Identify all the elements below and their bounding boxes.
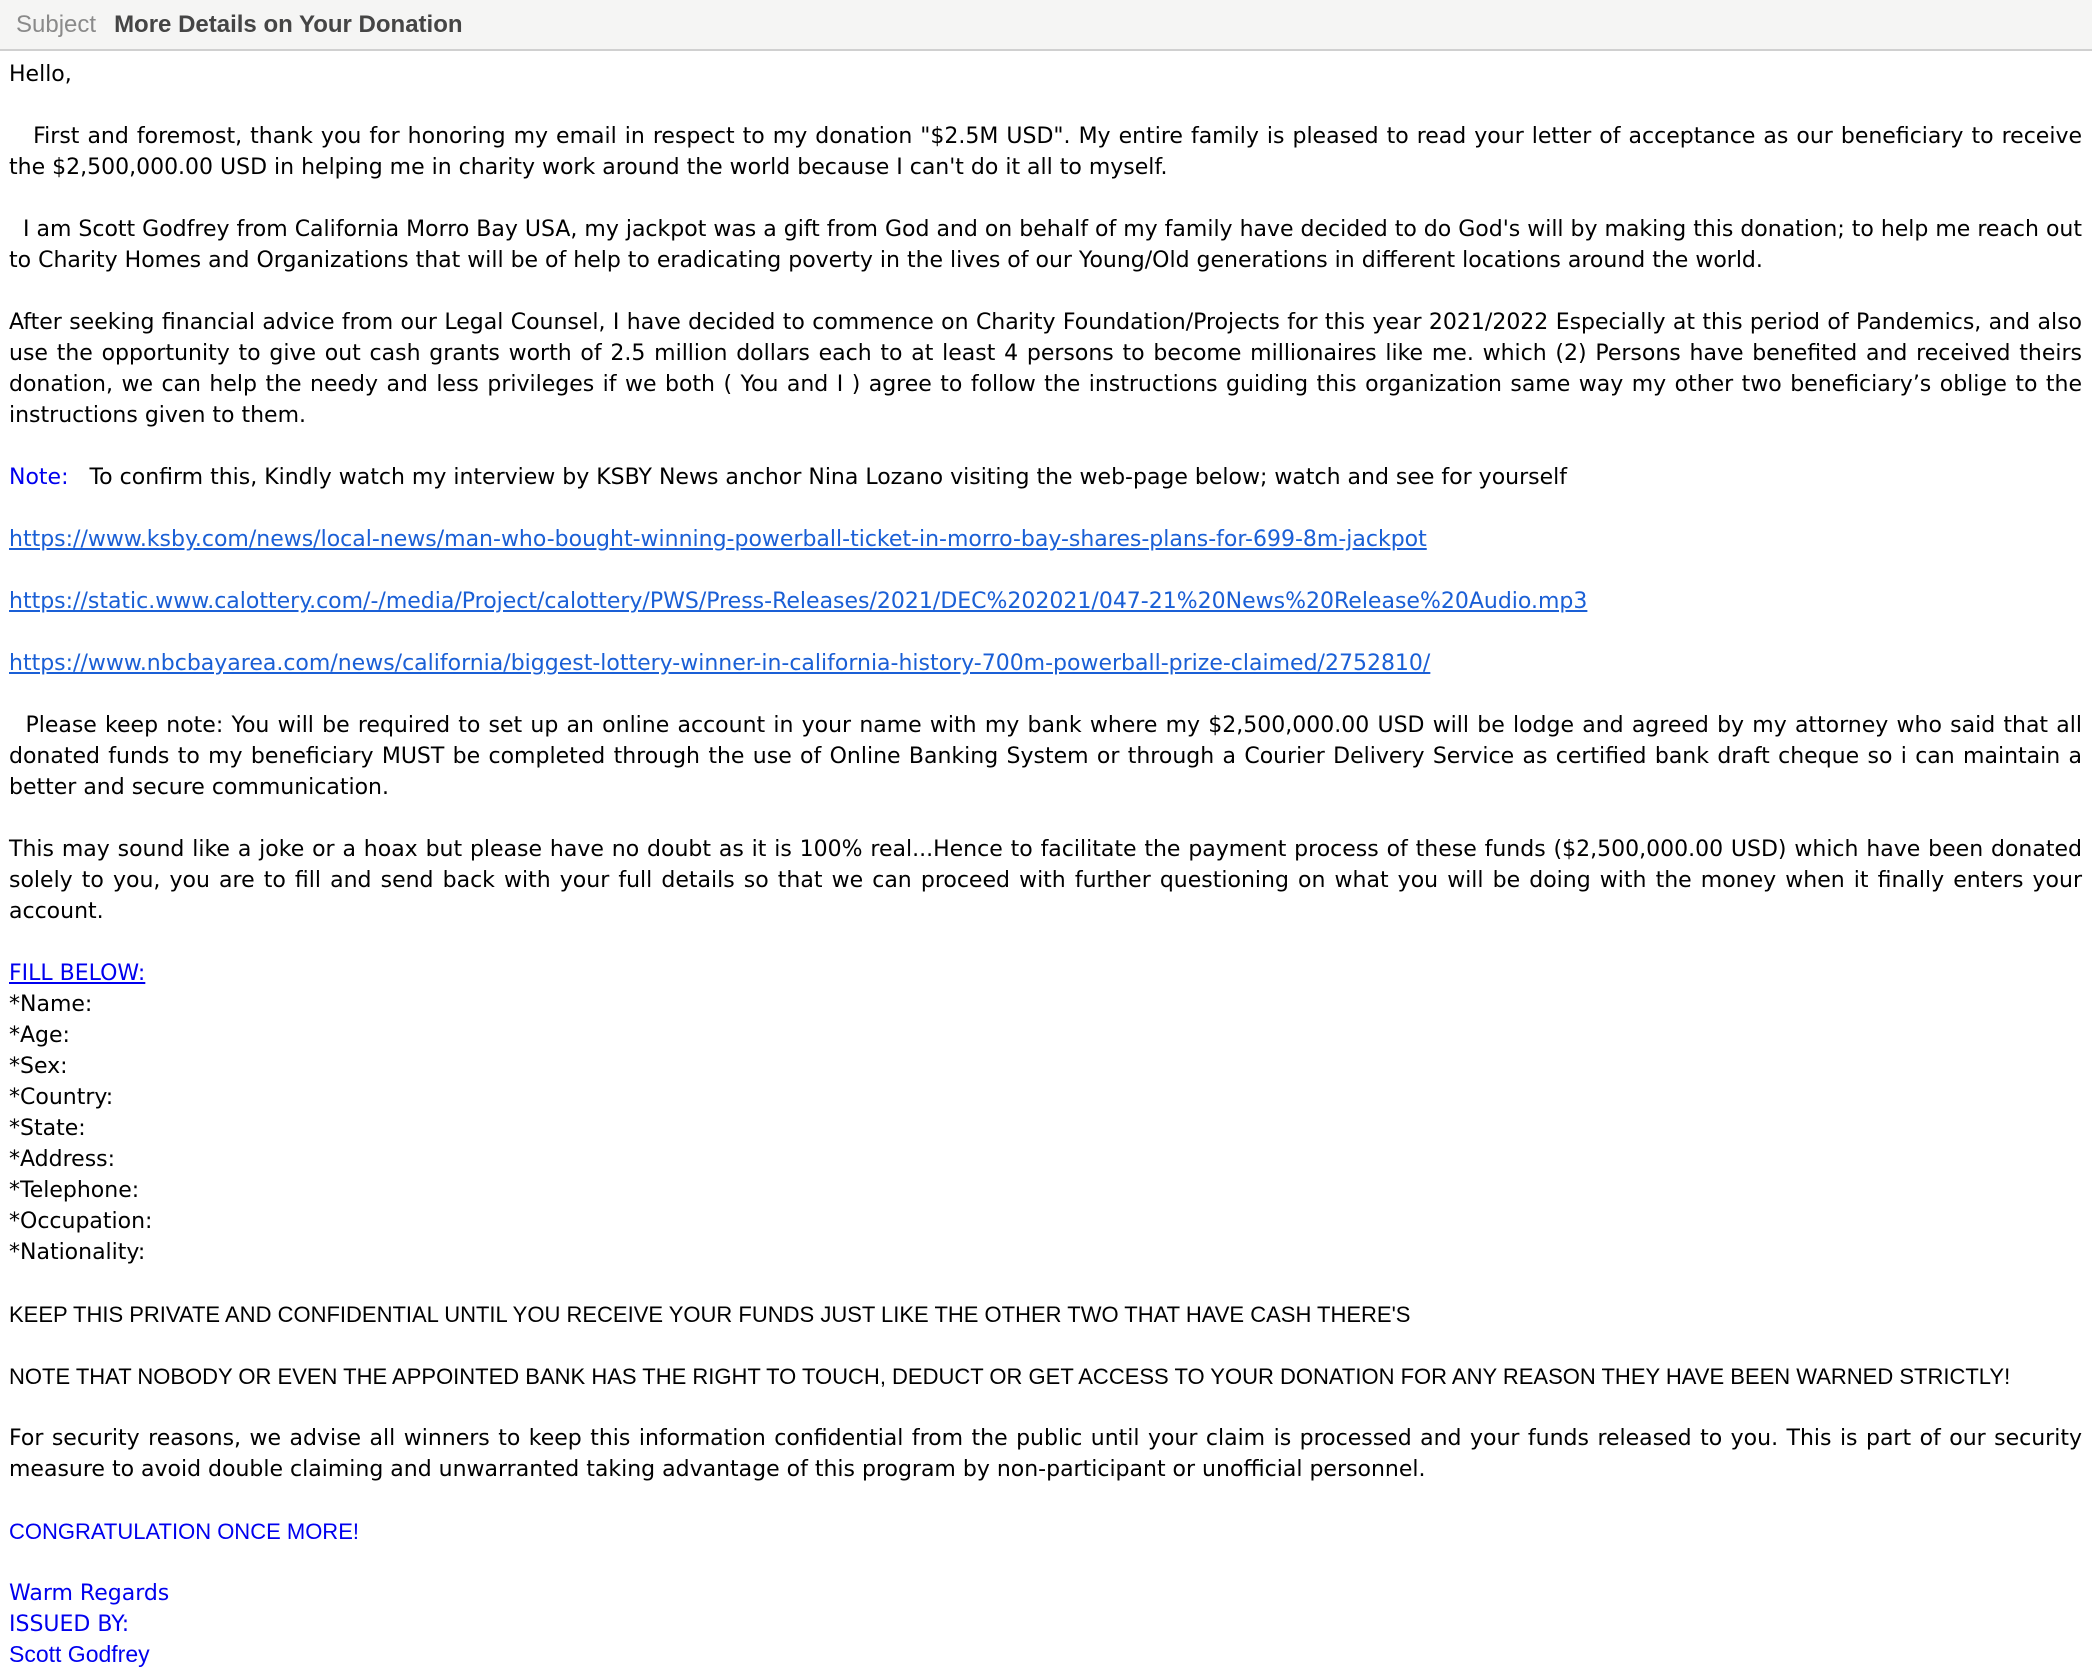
field-state: *State: (9, 1116, 86, 1141)
paragraph-thanks: First and foremost, thank you for honoring my email in respect to my donation "$2.5M USD". My entire family is pleased to read your letter of acceptance as our beneficiary to receive the $2,500,000.00 USD in helping me in charity work around the world because I can't do it all to myself. (9, 124, 2089, 180)
field-address: *Address: (9, 1147, 116, 1172)
subject-label: Subject (16, 10, 97, 38)
paragraph-advice: After seeking financial advice from our Legal Counsel, I have decided to commence on Charity Foundation/Projects for this year 2021/2022 Especially at this period of Pandemics, and also use the opportunity to give out cash grants worth of 2.5 million dollars each to at least 4 persons to become millionaires like me. which (2) Persons have benefited and received theirs donation, we can help the needy and less privileges if we both ( You and I ) agree to follow the instructions guiding this organization same way my other two beneficiary’s oblige to the instructions given to them. (9, 310, 2082, 428)
link-calottery[interactable]: https://static.www.calottery.com/-/media/Project/calottery/PWS/Press-Releases/2021/DEC%202021/047-21%20News%20Release%20Audio.mp3 (9, 589, 1588, 614)
link-paragraph (9, 648, 2082, 679)
subject-value: More Details on Your Donation (114, 10, 463, 38)
issued-by: ISSUED BY: (9, 1612, 130, 1637)
link-ksby[interactable]: https://www.ksby.com/news/local-news/man-who-bought-winning-powerball-ticket-in-morro-bay-shares-plans-for-699-8m-jackpot (9, 527, 1427, 552)
link-nbcbayarea[interactable]: https://www.nbcbayarea.com/news/california/biggest-lottery-winner-in-california-history-700m-powerball-prize-claimed/2752810/ (9, 651, 1431, 676)
field-age: *Age: (9, 1023, 70, 1048)
field-name: *Name: (9, 992, 93, 1017)
email-body (0, 51, 2092, 1668)
field-telephone: *Telephone: (9, 1178, 140, 1203)
signature: Scott Godfrey (9, 1641, 150, 1667)
paragraph-intro: I am Scott Godfrey from California Morro Bay USA, my jackpot was a gift from God and on behalf of my family have decided to do God's will by making this donation; to help me reach out to Charity Homes and Organizations that will be of help to eradicating poverty in the lives of our Young/Old generations in different locations around the world. (9, 217, 2089, 273)
field-occupation: *Occupation: (9, 1209, 153, 1234)
congratulation-line: CONGRATULATION ONCE MORE! (9, 1519, 359, 1544)
email-header (0, 0, 2092, 51)
fill-below-heading: FILL BELOW: (9, 961, 146, 986)
note-line (9, 462, 2082, 493)
keep-private-notice: KEEP THIS PRIVATE AND CONFIDENTIAL UNTIL YOU RECEIVE YOUR FUNDS JUST LIKE THE OTHER TWO THAT HAVE CASH THERE'S (9, 1302, 1411, 1327)
paragraph-hoax: This may sound like a joke or a hoax but please have no doubt as it is 100% real...Hence to facilitate the payment process of these funds ($2,500,000.00 USD) which have been donated solely to you, you are to fill and send back with your full details so that we can proceed with further questioning on what you will be doing with the money when it finally enters your account. (9, 837, 2082, 924)
note-label: Note: (9, 465, 69, 490)
field-country: *Country: (9, 1085, 114, 1110)
regards: Warm Regards (9, 1581, 170, 1606)
link-paragraph (9, 586, 2082, 617)
nobody-notice: NOTE THAT NOBODY OR EVEN THE APPOINTED BANK HAS THE RIGHT TO TOUCH, DEDUCT OR GET ACCESS TO YOUR DONATION FOR ANY REASON THEY HAVE BEEN WARNED STRICTLY! (9, 1364, 2011, 1389)
field-sex: *Sex: (9, 1054, 68, 1079)
security-notice: For security reasons, we advise all winners to keep this information confidential from the public until your claim is processed and your funds released to you. This is part of our security measure to avoid double claiming and unwarranted taking advantage of this program by non-participant or unofficial personnel. (9, 1426, 2082, 1482)
greeting: Hello, (9, 62, 72, 87)
note-text: To confirm this, Kindly watch my interview by KSBY News anchor Nina Lozano visiting the web-page below; watch and see for yourself (68, 465, 1567, 490)
field-nationality: *Nationality: (9, 1240, 146, 1265)
link-paragraph (9, 524, 2082, 555)
paragraph-keep-note: Please keep note: You will be required to set up an online account in your name with my bank where my $2,500,000.00 USD will be lodge and agreed by my attorney who said that all donated funds to my beneficiary MUST be completed through the use of Online Banking System or through a Courier Delivery Service as certified bank draft cheque so i can maintain a better and secure communication. (9, 713, 2089, 800)
fill-form (9, 958, 2082, 1268)
